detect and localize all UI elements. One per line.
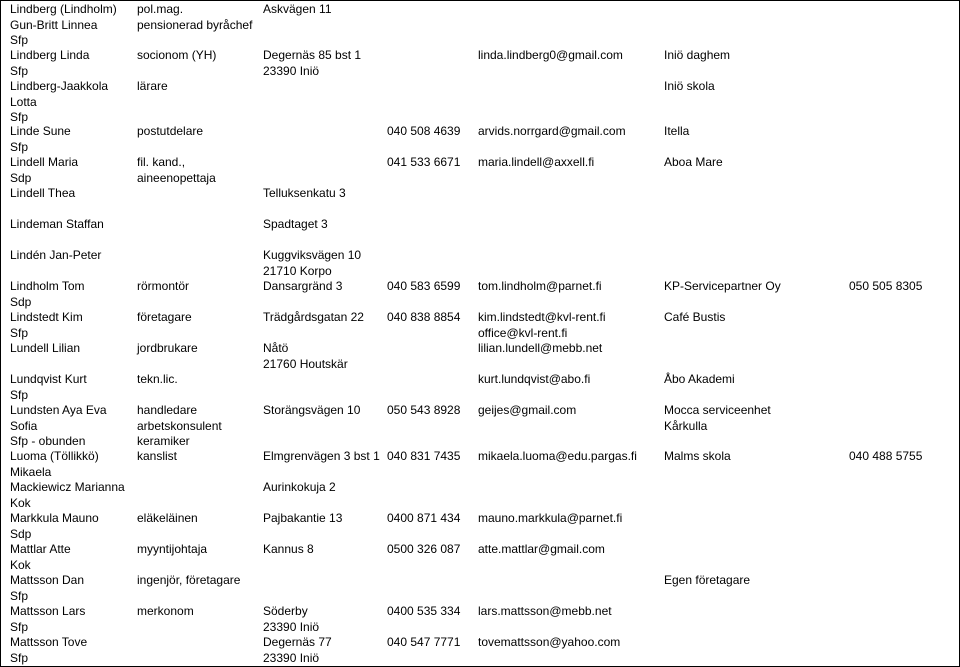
cell-email: arvids.norrgard@gmail.com xyxy=(478,124,626,138)
cell-address: Trädgårdsgatan 22 xyxy=(263,310,364,324)
cell-name: Linde Sune Sfp xyxy=(10,124,71,154)
table-border xyxy=(0,0,1,667)
cell-name: Lindeman Staffan xyxy=(10,217,104,231)
cell-name: Lindell Thea xyxy=(10,186,76,200)
cell-occupation: socionom (YH) xyxy=(137,48,217,62)
cell-occupation: fil. kand., aineenopettaja xyxy=(137,155,216,185)
cell-email: lilian.lundell@mebb.net xyxy=(478,341,603,355)
cell-email: tovemattsson@yahoo.com xyxy=(478,635,621,649)
cell-employer: Itella xyxy=(664,124,690,138)
cell-email: linda.lindberg0@gmail.com xyxy=(478,48,623,62)
cell-address: Kannus 8 xyxy=(263,542,314,556)
cell-employer: Iniö daghem xyxy=(664,48,731,62)
cell-address: Telluksenkatu 3 xyxy=(263,186,346,200)
cell-address: Storängsvägen 10 xyxy=(263,403,361,417)
cell-name: Lindholm Tom Sdp xyxy=(10,279,85,309)
cell-occupation: myyntijohtaja xyxy=(137,542,208,556)
cell-employer: Egen företagare xyxy=(664,573,751,587)
cell-employer: Café Bustis xyxy=(664,310,726,324)
cell-name: Lindberg (Lindholm) Gun-Britt Linnea Sfp xyxy=(10,2,117,47)
cell-name: Lindberg Linda Sfp xyxy=(10,48,90,78)
cell-employer: Iniö skola xyxy=(664,79,715,93)
cell-occupation: företagare xyxy=(137,310,192,324)
cell-name: Lundqvist Kurt Sfp xyxy=(10,372,87,402)
cell-name: Mattlar Atte Kok xyxy=(10,542,71,572)
cell-phone: 0500 326 087 xyxy=(387,542,461,556)
cell-email: kurt.lundqvist@abo.fi xyxy=(478,372,591,386)
cell-email: lars.mattsson@mebb.net xyxy=(478,604,612,618)
cell-address: Degernäs 85 bst 1 23390 Iniö xyxy=(263,48,362,78)
cell-address: Nåtö 21760 Houtskär xyxy=(263,341,348,371)
cell-name: Lundsten Aya Eva Sofia Sfp - obunden xyxy=(10,403,107,448)
cell-name: Mattsson Lars Sfp xyxy=(10,604,86,634)
cell-occupation: lärare xyxy=(137,79,168,93)
cell-phone: 040 508 4639 xyxy=(387,124,461,138)
cell-occupation: ingenjör, företagare xyxy=(137,573,241,587)
cell-address: Dansargränd 3 xyxy=(263,279,343,293)
cell-email: geijes@gmail.com xyxy=(478,403,577,417)
cell-occupation: tekn.lic. xyxy=(137,372,178,386)
cell-occupation: handledare arbetskonsulent keramiker xyxy=(137,403,222,448)
cell-occupation: postutdelare xyxy=(137,124,204,138)
cell-phone: 040 583 6599 xyxy=(387,279,461,293)
cell-employer: Mocca serviceenhet Kårkulla xyxy=(664,403,771,433)
cell-address: Söderby 23390 Iniö xyxy=(263,604,320,634)
cell-phone: 0400 535 334 xyxy=(387,604,461,618)
cell-name: Lindell Maria Sdp xyxy=(10,155,79,185)
cell-email: tom.lindholm@parnet.fi xyxy=(478,279,602,293)
cell-name: Mattsson Dan Sfp xyxy=(10,573,85,603)
cell-phone: 040 547 7771 xyxy=(387,635,461,649)
cell-occupation: pol.mag. pensionerad byråchef xyxy=(137,2,253,32)
cell-name: Lindstedt Kim Sfp xyxy=(10,310,83,340)
cell-occupation: merkonom xyxy=(137,604,194,618)
cell-address: Elmgrenvägen 3 bst 1 xyxy=(263,449,380,463)
cell-name: Mattsson Tove Sfp xyxy=(10,635,88,665)
cell-email: atte.mattlar@gmail.com xyxy=(478,542,605,556)
cell-name: Lundell Lilian xyxy=(10,341,81,355)
cell-phone: 040 831 7435 xyxy=(387,449,461,463)
cell-email: mikaela.luoma@edu.pargas.fi xyxy=(478,449,637,463)
cell-occupation: eläkeläinen xyxy=(137,511,198,525)
cell-address: Aurinkokuja 2 xyxy=(263,480,336,494)
cell-name: Mackiewicz Marianna Kok xyxy=(10,480,125,510)
cell-phone: 050 543 8928 xyxy=(387,403,461,417)
cell-name: Lindberg-Jaakkola Lotta Sfp xyxy=(10,79,109,124)
cell-employer-phone: 050 505 8305 xyxy=(849,279,923,293)
cell-phone: 0400 871 434 xyxy=(387,511,461,525)
cell-phone: 041 533 6671 xyxy=(387,155,461,169)
cell-employer: Aboa Mare xyxy=(664,155,723,169)
cell-address: Spadtaget 3 xyxy=(263,217,328,231)
cell-name: Lindén Jan-Peter xyxy=(10,248,102,262)
cell-employer: Åbo Akademi xyxy=(664,372,735,386)
cell-occupation: kanslist xyxy=(137,449,178,463)
cell-address: Kuggviksvägen 10 21710 Korpo xyxy=(263,248,362,278)
cell-phone: 040 838 8854 xyxy=(387,310,461,324)
cell-email: mauno.markkula@parnet.fi xyxy=(478,511,623,525)
cell-address: Degernäs 77 23390 Iniö xyxy=(263,635,332,665)
cell-employer: Malms skola xyxy=(664,449,731,463)
cell-employer-phone: 040 488 5755 xyxy=(849,449,923,463)
cell-name: Luoma (Töllikkö) Mikaela xyxy=(10,449,99,479)
cell-email: maria.lindell@axxell.fi xyxy=(478,155,595,169)
cell-address: Pajbakantie 13 xyxy=(263,511,343,525)
cell-address: Askvägen 11 xyxy=(263,2,332,16)
cell-name: Markkula Mauno Sdp xyxy=(10,511,99,541)
cell-occupation: rörmontör xyxy=(137,279,190,293)
cell-occupation: jordbrukare xyxy=(137,341,198,355)
cell-employer: KP-Servicepartner Oy xyxy=(664,279,781,293)
cell-email: kim.lindstedt@kvl-rent.fi office@kvl-rent.fi xyxy=(478,310,606,340)
table-border xyxy=(0,0,960,1)
